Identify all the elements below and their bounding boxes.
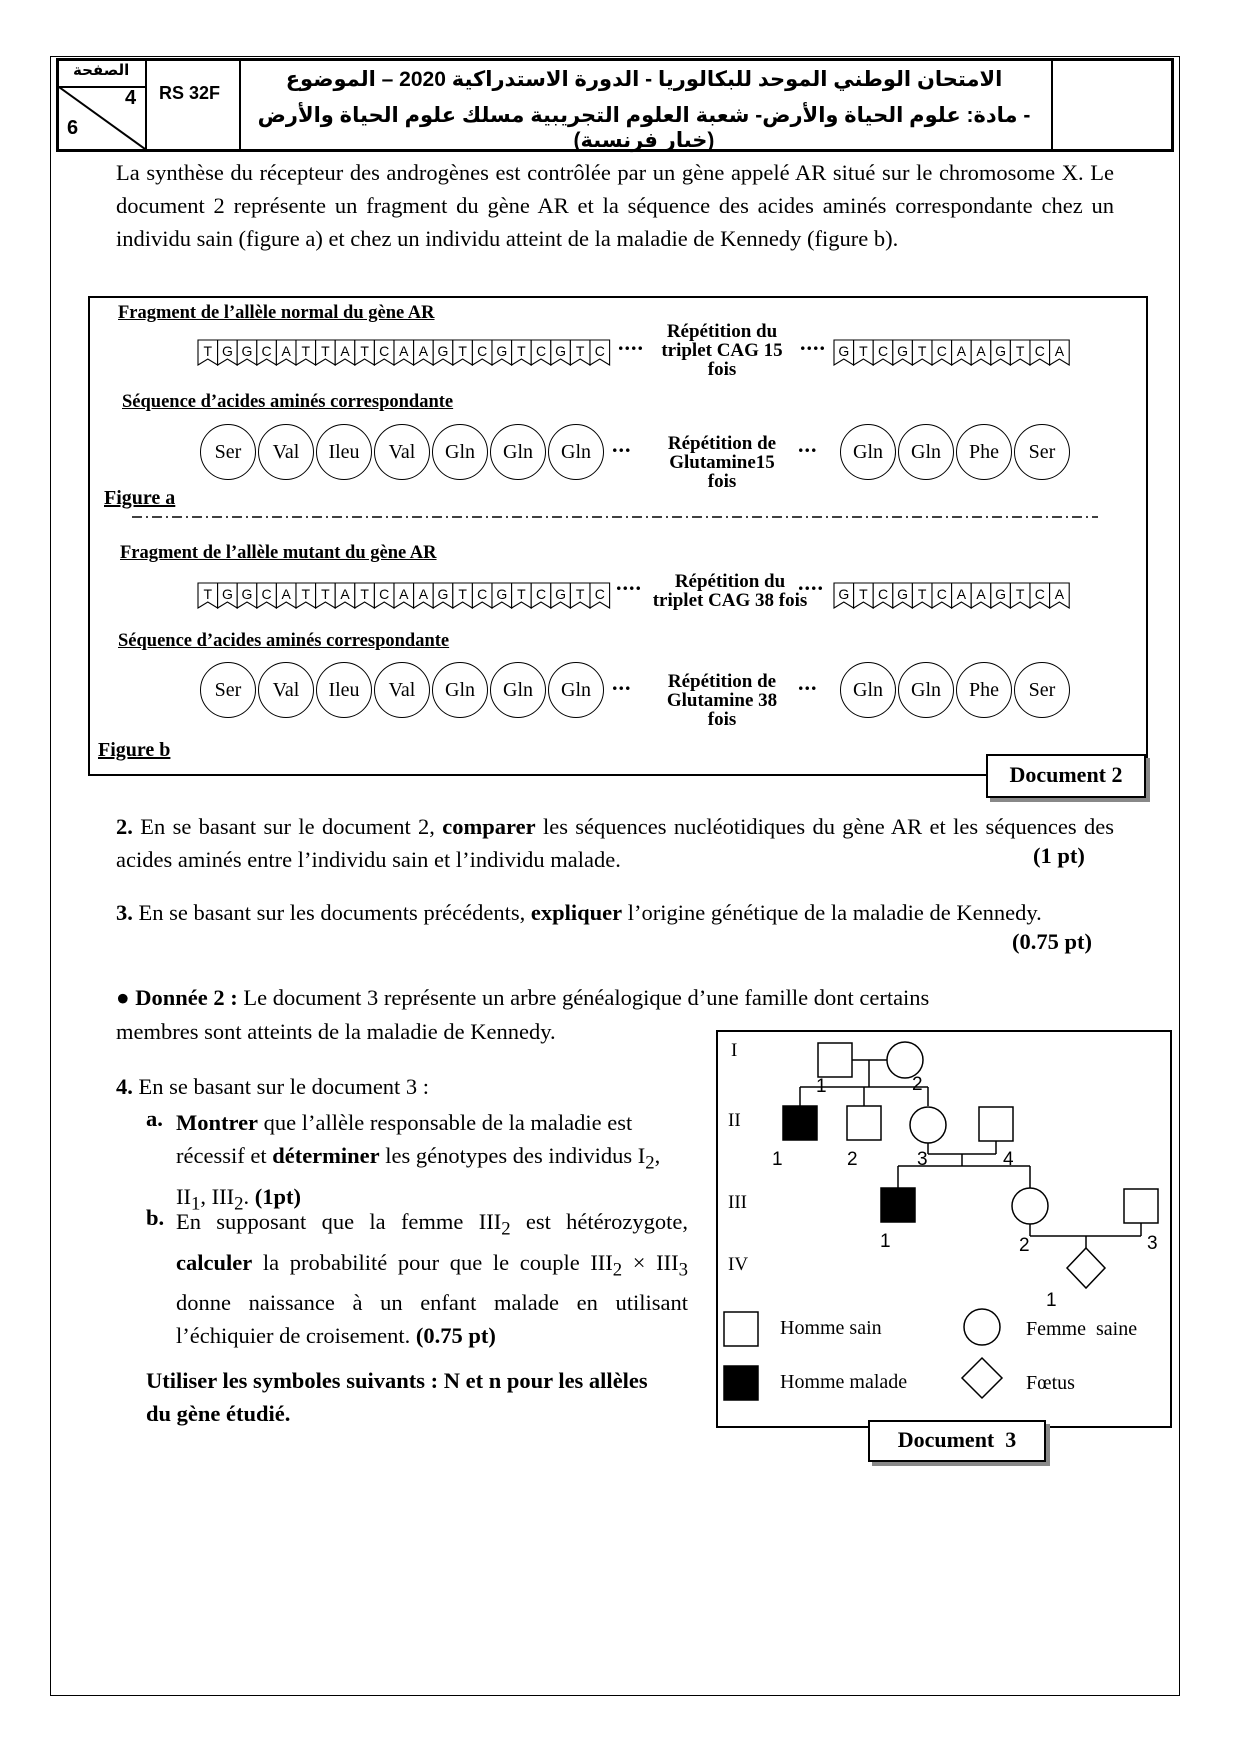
fig-a-dna-left-strand [197, 339, 617, 371]
q4b-verb: calculer [176, 1249, 253, 1275]
nucleotide-letter: C [877, 343, 889, 359]
nucleotide [512, 583, 532, 608]
donnee2-line2: membres sont atteints de la maladie de Kennedy. [116, 1019, 556, 1044]
amino-acid: Val [258, 424, 314, 480]
individual-III2 [1012, 1188, 1048, 1224]
nucleotide-letter: C [535, 586, 547, 602]
nucleotide [952, 340, 972, 365]
nucleotide [316, 583, 336, 608]
q3-verb: expliquer [530, 900, 623, 925]
q4a-text2: les génotypes des individus [379, 1143, 638, 1168]
nucleotide [531, 583, 551, 608]
nucleotide [433, 583, 453, 608]
nucleotide-letter: G [897, 586, 909, 602]
fig-a-aa-repeat-line: Répétition de [667, 433, 777, 454]
bullet: ● [116, 985, 130, 1010]
amino-acid: Ser [1014, 662, 1070, 718]
nucleotide [257, 340, 277, 365]
generation-II: II [728, 1110, 741, 1131]
fig-b-dna-dots-left: .... [616, 570, 642, 595]
donnee2-line1 [116, 985, 929, 1011]
legend-circle-healthy [964, 1309, 1000, 1345]
fig-b-dna-dots-right: .... [798, 570, 824, 595]
nucleotide [394, 583, 414, 608]
symbols-instruction: Utiliser les symboles suivants : N et n pour les allèles du gène étudié. [146, 1368, 648, 1426]
q4a-text: Montrer que l’allèle responsable de la maladie est récessif et déterminer les génotypes des individus $I_2$, $II_1$, $III_2$. (1pt) [176, 1110, 661, 1214]
q2-text-post: les séquences nucléotidiques du gène AR et les séquences des acides aminés entre l’individu sain et l’individu malade. [116, 814, 1115, 872]
fig-b-aa-dots-right: ... [798, 670, 818, 695]
q4b-text4: donne naissance à un enfant malade en utilisant l’échiquier de croisement. [176, 1290, 688, 1348]
nucleotide-letter: A [976, 586, 986, 602]
q4b-text3: la probabilité pour que le couple III [252, 1249, 613, 1275]
nucleotide-letter: G [995, 343, 1007, 359]
nucleotide-letter: T [859, 586, 868, 602]
fig-b-dna-repeat-line: triplet CAG 38 fois [652, 590, 808, 611]
legend-square-sick [724, 1366, 758, 1400]
nucleotide [335, 583, 355, 608]
nucleotide-letter: A [956, 343, 967, 359]
nucleotide-letter: C [594, 586, 605, 602]
nucleotide-letter: A [1054, 586, 1065, 602]
code-cell [147, 61, 241, 149]
nucleotide-letter: C [477, 586, 488, 602]
individual-IV1 [1067, 1248, 1105, 1288]
number-III2: 2 [1019, 1235, 1030, 1256]
title-cell [241, 61, 1053, 152]
nucleotide [218, 340, 238, 365]
nucleotide [374, 583, 394, 608]
q4a-points: (1pt) [254, 1183, 301, 1209]
nucleotide-letter: C [379, 343, 390, 359]
q4b-text1: En supposant que la femme III [176, 1209, 502, 1234]
page-number-cell [59, 61, 147, 149]
number-III3: 3 [1147, 1233, 1158, 1254]
nucleotide [912, 340, 932, 365]
individual-I2 [887, 1042, 923, 1078]
amino-acid: Phe [956, 662, 1012, 718]
fig-b-aa-repeat-line: Répétition de [667, 671, 777, 692]
nucleotide-letter: T [203, 586, 213, 602]
nucleotide-letter: C [877, 586, 889, 602]
nucleotide-letter: T [1015, 586, 1025, 602]
q2-points: (1 pt) [1033, 843, 1085, 868]
amino-acid: Gln [548, 662, 604, 718]
nucleotide-letter: A [281, 343, 291, 359]
fig-b-aa-repeat [648, 672, 796, 729]
nucleotide [991, 583, 1011, 608]
nucleotide [296, 340, 316, 365]
nucleotide [912, 583, 932, 608]
amino-acid: Ileu [316, 424, 372, 480]
figure-a-label: Figure a [104, 487, 176, 509]
fig-a-aa-repeat [648, 434, 796, 491]
legend-square-healthy [724, 1312, 758, 1346]
fig-a-aa-title: Séquence d’acides aminés correspondante [122, 392, 454, 412]
exam-code: RS 32F [159, 83, 221, 103]
number-II4: 4 [1003, 1149, 1014, 1170]
amino-acid: Gln [840, 424, 896, 480]
nucleotide-letter: T [517, 343, 526, 359]
q4a-text1: que l’allèle responsable de la maladie est récessif et [176, 1110, 633, 1168]
nucleotide [453, 340, 473, 365]
number-I1: 1 [816, 1076, 827, 1097]
legend-healthy-man: Homme sain [780, 1317, 882, 1339]
nucleotide-letter: G [555, 343, 567, 359]
nucleotide-letter: T [203, 343, 213, 359]
q3-text-post: l’origine génétique de la maladie de Kennedy. [622, 900, 1042, 925]
fig-b-dna-left-strand [197, 582, 617, 614]
nucleotide [1050, 340, 1070, 365]
nucleotide [991, 340, 1011, 365]
nucleotide [932, 583, 952, 608]
number-II2: 2 [847, 1149, 858, 1170]
nucleotide-letter: G [241, 343, 253, 359]
nucleotide [492, 583, 512, 608]
nucleotide [932, 340, 952, 365]
nucleotide-letter: A [976, 343, 986, 359]
number-IV1: 1 [1046, 1290, 1057, 1311]
fig-b-aa-repeat-line: fois [707, 709, 737, 730]
individual-III1 [881, 1188, 915, 1222]
number-III1: 1 [880, 1231, 891, 1252]
document3-label: Document 3 [868, 1420, 1046, 1462]
nucleotide-letter: T [575, 586, 585, 602]
amino-acid: Ser [1014, 424, 1070, 480]
nucleotide [453, 583, 473, 608]
nucleotide-letter: C [936, 343, 947, 359]
nucleotide [433, 340, 453, 365]
nucleotide-letter: G [241, 586, 253, 602]
amino-acid: Ser [200, 424, 256, 480]
nucleotide [971, 340, 991, 365]
nucleotide [854, 583, 874, 608]
nucleotide [218, 583, 238, 608]
nucleotide-letter: T [859, 343, 868, 359]
amino-acid: Val [258, 662, 314, 718]
q4b-points: (0.75 pt) [415, 1323, 496, 1348]
nucleotide-letter: C [379, 586, 390, 602]
nucleotide [276, 583, 296, 608]
nucleotide [893, 340, 913, 365]
nucleotide-letter: G [437, 586, 449, 602]
fig-b-aa-dots-left: ... [612, 670, 632, 695]
nucleotide-letter: G [995, 586, 1007, 602]
fig-a-aa-dots-right: ... [798, 432, 818, 457]
fig-a-dna-title: Fragment de l’allèle normal du gène AR [118, 303, 435, 323]
nucleotide-letter: A [340, 343, 350, 359]
nucleotide-letter: C [1034, 586, 1045, 602]
nucleotide [1030, 340, 1050, 365]
nucleotide-letter: G [221, 343, 233, 359]
q2-text-pre: En se basant sur le document 2, [132, 814, 443, 839]
nucleotide-letter: T [1015, 343, 1025, 359]
nucleotide-letter: A [418, 343, 429, 359]
individual-I1 [818, 1043, 852, 1077]
intro-paragraph: La synthèse du récepteur des androgènes est contrôlée par un gène appelé AR situé sur le chromosome X. Le document 2 représente un fragment du gène AR et la séquence des acides aminés correspondante chez un individu sain (figure a) et chez un individu atteint de la maladie de Kennedy (figure b). [116, 160, 1114, 251]
q2-verb: comparer [442, 814, 536, 839]
nucleotide-letter: G [555, 586, 567, 602]
page-label: الصفحة [73, 62, 130, 79]
q3-points: (0.75 pt) [1012, 929, 1092, 954]
q4a-letter-text: a. [146, 1106, 163, 1131]
q3-number: 3. [116, 900, 133, 925]
nucleotide [1050, 583, 1070, 608]
nucleotide-letter: C [477, 343, 488, 359]
fig-a-dna-dots-right: .... [800, 330, 826, 355]
q4b-text2: est hétérozygote, [510, 1209, 689, 1234]
fig-b-aa-repeat-line: Glutamine 38 [666, 690, 778, 711]
figure-separator [132, 515, 1098, 519]
nucleotide-letter: T [458, 343, 467, 359]
nucleotide-letter: G [838, 343, 850, 359]
individual-II1 [783, 1106, 817, 1140]
nucleotide [335, 340, 355, 365]
fig-b-dna-title: Fragment de l’allèle mutant du gène AR [120, 543, 437, 563]
nucleotide-letter: A [399, 343, 409, 359]
nucleotide [854, 340, 874, 365]
nucleotide [590, 340, 610, 365]
nucleotide-letter: T [301, 586, 311, 602]
q4-number: 4. [116, 1074, 133, 1099]
nucleotide-letter: G [838, 586, 850, 602]
nucleotide [492, 340, 512, 365]
amino-acid: Gln [490, 662, 546, 718]
legend-healthy-woman: Femme saine [1026, 1318, 1138, 1340]
nucleotide-letter: C [594, 343, 605, 359]
nucleotide-letter: A [1054, 343, 1065, 359]
nucleotide [198, 583, 218, 608]
q4b-letter [146, 1205, 164, 1231]
amino-acid: Gln [898, 662, 954, 718]
nucleotide-letter: G [221, 586, 233, 602]
fig-b-dna-right-strand [833, 582, 1073, 614]
donnee2-label: Donnée 2 : [135, 985, 238, 1010]
page-number: 4 [125, 87, 137, 109]
nucleotide [570, 583, 590, 608]
nucleotide [237, 340, 257, 365]
fig-a-dna-repeat-line: triplet CAG 15 [661, 340, 783, 361]
nucleotide-letter: G [437, 343, 449, 359]
nucleotide [834, 583, 854, 608]
nucleotide [1010, 583, 1030, 608]
question-2 [116, 810, 1114, 876]
nucleotide-letter: C [261, 343, 272, 359]
fig-a-dna-repeat [652, 322, 792, 379]
nucleotide [198, 340, 218, 365]
nucleotide [374, 340, 394, 365]
q4a-verb1: Montrer [176, 1110, 259, 1135]
exam-header [56, 58, 1174, 152]
amino-acid: Phe [956, 424, 1012, 480]
amino-acid: Ser [200, 662, 256, 718]
amino-acid: Gln [432, 662, 488, 718]
nucleotide [551, 340, 571, 365]
fig-a-aa-dots-left: ... [612, 432, 632, 457]
fig-a-aa-repeat-line: fois [707, 471, 737, 492]
nucleotide [893, 583, 913, 608]
fig-a-aa-repeat-line: Glutamine15 [669, 452, 775, 473]
q4-intro [116, 1074, 429, 1100]
amino-acid: Val [374, 662, 430, 718]
page-total: 6 [67, 117, 79, 139]
nucleotide [296, 583, 316, 608]
number-II3: 3 [917, 1149, 928, 1170]
nucleotide-letter: T [917, 586, 927, 602]
nucleotide [570, 340, 590, 365]
nucleotide [952, 583, 972, 608]
nucleotide [873, 340, 893, 365]
q4b-text: En supposant que la femme $III_2$ est hétérozygote, calculer la probabilité pour que le couple $III_2 \times III_3$ donne naissance à un enfant malade en utilisant l’échiquier de croisement. (0.75 pt) [176, 1209, 689, 1348]
header-title-line2: - مادة: علوم الحياة والأرض- شعبة العلوم التجريبية مسلك علوم الحياة والأرض (خيار فرنسية) [257, 104, 1031, 152]
amino-acid: Gln [490, 424, 546, 480]
amino-acid: Val [374, 424, 430, 480]
number-I2: 2 [912, 1074, 923, 1095]
nucleotide [257, 583, 277, 608]
donnee2-text1: Le document 3 représente un arbre généalogique d’une famille dont certains [237, 985, 930, 1010]
nucleotide-letter: C [1034, 343, 1045, 359]
legend-sick-man: Homme malade [780, 1371, 908, 1393]
fig-b-dna-repeat-line: Répétition du [674, 571, 786, 592]
fig-a-dna-right-strand [833, 339, 1073, 371]
fig-a-dna-dots-left: .... [618, 330, 644, 355]
individual-II4 [979, 1107, 1013, 1141]
individual-II2 [847, 1106, 881, 1140]
figure-b-label: Figure b [98, 739, 171, 761]
nucleotide-letter: T [360, 343, 369, 359]
document2-label: Document 2 [986, 754, 1146, 798]
fig-b-dna-repeat [640, 572, 820, 610]
nucleotide [971, 583, 991, 608]
nucleotide-letter: T [301, 343, 311, 359]
nucleotide-letter: C [936, 586, 947, 602]
amino-acid: Gln [548, 424, 604, 480]
nucleotide [512, 340, 532, 365]
nucleotide [472, 340, 492, 365]
q4b-letter-text: b. [146, 1205, 165, 1230]
nucleotide-letter: T [321, 586, 330, 602]
nucleotide-letter: A [340, 586, 350, 602]
individual-II3 [910, 1107, 946, 1143]
q4-intro-text: En se basant sur le document 3 : [132, 1074, 430, 1099]
generation-IV: IV [728, 1254, 749, 1275]
nucleotide [394, 340, 414, 365]
nucleotide [590, 583, 610, 608]
nucleotide-letter: T [321, 343, 330, 359]
nucleotide-letter: G [897, 343, 909, 359]
q2-number: 2. [116, 814, 133, 839]
q4a-verb2: déterminer [272, 1143, 380, 1168]
nucleotide [414, 583, 434, 608]
nucleotide-letter: T [575, 343, 585, 359]
legend-diamond-fetus [962, 1358, 1002, 1398]
nucleotide [551, 583, 571, 608]
nucleotide-letter: T [360, 586, 369, 602]
nucleotide-letter: A [399, 586, 409, 602]
nucleotide-letter: T [458, 586, 467, 602]
nucleotide [1010, 340, 1030, 365]
nucleotide [1030, 583, 1050, 608]
nucleotide [472, 583, 492, 608]
nucleotide-letter: G [496, 343, 508, 359]
legend-fetus: Fœtus [1026, 1372, 1075, 1394]
nucleotide-letter: A [418, 586, 429, 602]
pedigree-tree [716, 1030, 1172, 1428]
amino-acid: Gln [432, 424, 488, 480]
nucleotide [414, 340, 434, 365]
generation-I: I [731, 1040, 738, 1061]
amino-acid: Gln [898, 424, 954, 480]
fig-b-aa-title: Séquence d’acides aminés correspondante [118, 631, 450, 651]
fig-a-dna-repeat-line: Répétition du [666, 321, 778, 342]
nucleotide [531, 340, 551, 365]
generation-III: III [728, 1192, 747, 1213]
nucleotide [355, 340, 375, 365]
q4a-letter [146, 1106, 163, 1132]
nucleotide-letter: A [281, 586, 291, 602]
q3-text-pre: En se basant sur les documents précédents, [132, 900, 531, 925]
nucleotide-letter: C [261, 586, 272, 602]
nucleotide [355, 583, 375, 608]
amino-acid: Gln [840, 662, 896, 718]
amino-acid: Ileu [316, 662, 372, 718]
header-title-line1: الامتحان الوطني الموحد للبكالوريا - الدورة الاستدراكية 2020 – الموضوع [285, 68, 1003, 91]
nucleotide-letter: G [496, 586, 508, 602]
nucleotide [873, 583, 893, 608]
number-II1: 1 [772, 1149, 783, 1170]
nucleotide-letter: T [517, 586, 526, 602]
nucleotide [276, 340, 296, 365]
nucleotide [237, 583, 257, 608]
fig-a-dna-repeat-line: fois [707, 359, 737, 380]
nucleotide-letter: A [956, 586, 967, 602]
nucleotide [834, 340, 854, 365]
nucleotide [316, 340, 336, 365]
empty-cell [1053, 61, 1171, 149]
nucleotide-letter: T [917, 343, 927, 359]
individual-III3 [1124, 1189, 1158, 1223]
question-3 [116, 896, 1114, 929]
nucleotide-letter: C [535, 343, 547, 359]
